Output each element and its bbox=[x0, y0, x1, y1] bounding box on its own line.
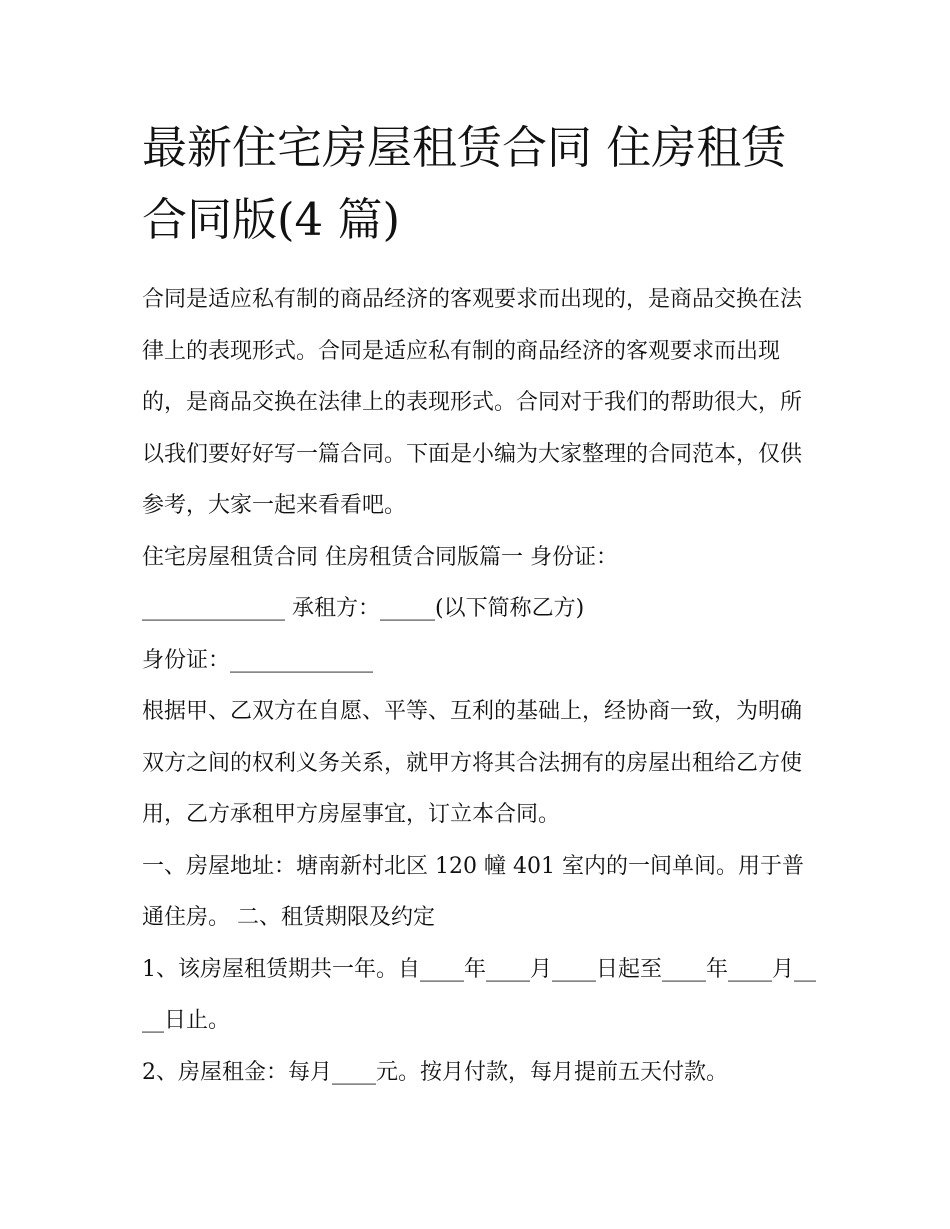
id-card-line: 身份证：_____________ bbox=[142, 647, 374, 673]
agreement-preamble: 根据甲、乙双方在自愿、平等、互利的基础上，经协商一致，为明确双方之间的权利义务关系，就甲方将其合法拥有的房屋出租给乙方使用，乙方承租甲方房屋事宜，订立本合同。 bbox=[142, 699, 803, 827]
clause-house-address: 一、房屋地址：塘南新村北区 120 幢 401 室内的一间单间。用于普通住房。 二、租赁期限及约定 bbox=[142, 853, 804, 930]
section-heading: 住宅房屋租赁合同 住房租赁合同版篇一 身份证： bbox=[142, 544, 618, 570]
lessee-line: _____________ 承租方：_____(以下简称乙方) bbox=[142, 596, 585, 621]
clause-lease-term: 1、该房屋租赁期共一年。自____年____月____日起至____年____月____日止。 bbox=[142, 956, 816, 1033]
document-title: 最新住宅房屋租赁合同 住房租赁合同版(4 篇) bbox=[142, 121, 787, 246]
intro-paragraph: 合同是适应私有制的商品经济的客观要求而出现的，是商品交换在法律上的表现形式。合同是适应私有制的商品经济的客观要求而出现的，是商品交换在法律上的表现形式。合同对于我们的帮助很大，所以我们要好好写一篇合同。下面是小编为大家整理的合同范本，仅供参考，大家一起来看看吧。 bbox=[142, 287, 803, 518]
clause-rent: 2、房屋租金：每月____元。按月付款，每月提前五天付款。 bbox=[142, 1059, 728, 1085]
document-body bbox=[142, 112, 822, 1098]
